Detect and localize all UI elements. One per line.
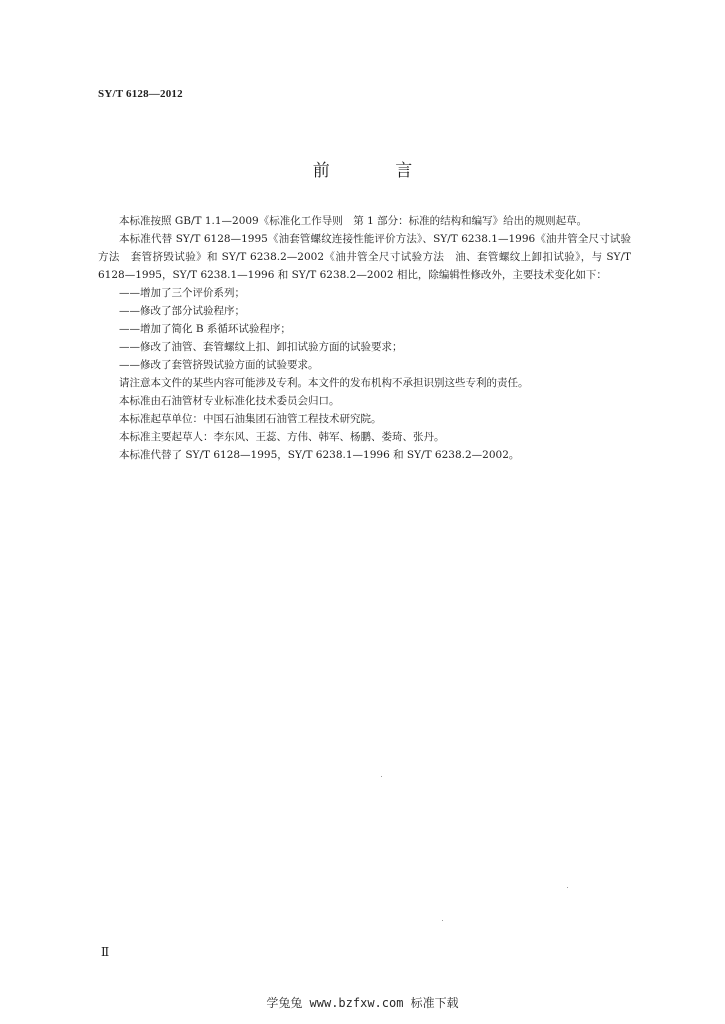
change-item: ——修改了套管挤毁试验方面的试验要求。: [119, 359, 319, 371]
change-item: ——增加了简化 B 系循环试验程序；: [119, 323, 291, 335]
scan-speck: [567, 887, 568, 888]
paragraph-committee: 本标准由石油管材专业标准化技术委员会归口。: [119, 395, 340, 407]
paragraph-supersedes: 本标准代替了 SY/T 6128—1995，SY/T 6238.1—1996 和 SY/T 6238.2—2002。: [119, 449, 520, 461]
paragraph-drafters: 本标准主要起草人：李东风、王蕊、方伟、韩军、杨鹏、娄琦、张丹。: [119, 431, 445, 443]
scan-speck: [442, 920, 443, 921]
page-title: 前 言: [312, 161, 443, 181]
change-item: ——增加了三个评价系列；: [119, 287, 245, 299]
change-item: ——修改了部分试验程序；: [119, 305, 245, 317]
paragraph-drafting-unit: 本标准起草单位：中国石油集团石油管工程技术研究院。: [119, 413, 382, 425]
watermark: 学兔兔 www.bzfxw.com 标准下载: [266, 996, 459, 1010]
scan-speck: [381, 776, 382, 777]
standard-number: SY/T 6128—2012: [98, 88, 183, 100]
paragraph-replacement: 本标准代替 SY/T 6128—1995《油套管螺纹连接性能评价方法》、SY/T 6238.1—1996《油井管全尺寸试验方法 套管挤毁试验》和 SY/T 6238.2—2002《油井管全尺寸试验方法 油、套管螺纹上卸扣试验》，与 SY/T 6128—1995，SY/T 6238.1—1996 和 SY/T 6238.2—2002 相比，除编辑性修改外，主要技术变化如下：: [98, 233, 631, 281]
foreword-body: [98, 212, 631, 464]
page-number: Ⅱ: [101, 945, 110, 959]
paragraph-drafting-basis: 本标准按照 GB/T 1.1—2009《标准化工作导则 第 1 部分：标准的结构和编写》给出的规则起草。: [119, 215, 588, 227]
paragraph-patent-notice: 请注意本文件的某些内容可能涉及专利。本文件的发布机构不承担识别这些专利的责任。: [119, 377, 529, 389]
change-item: ——修改了油管、套管螺纹上扣、卸扣试验方面的试验要求；: [119, 341, 403, 353]
